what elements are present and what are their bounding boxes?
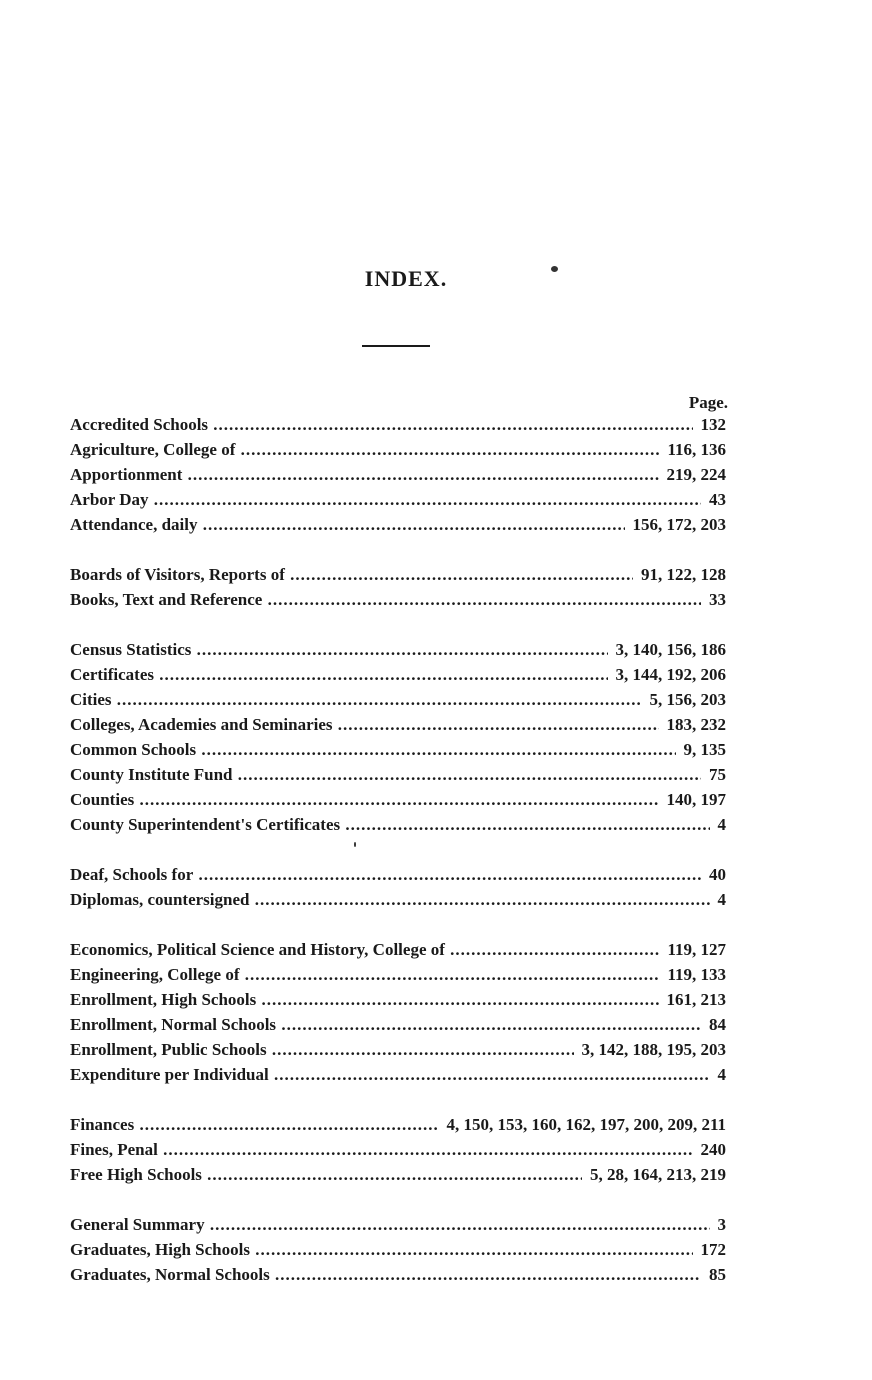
- index-entry: [0, 787, 872, 812]
- index-entry: [0, 1162, 872, 1187]
- index-group: [0, 412, 872, 537]
- entry-label: Enrollment, Normal Schools .....: [70, 1012, 701, 1037]
- entry-label: Diplomas, countersigned .....: [70, 887, 710, 912]
- index-entry: [0, 1237, 872, 1262]
- entry-pages: 40: [707, 862, 726, 887]
- index-group: [0, 862, 872, 912]
- entry-pages: 84: [707, 1012, 726, 1037]
- entry-label: Colleges, Academies and Seminaries .....: [70, 712, 659, 737]
- entry-label: Enrollment, High Schools .....: [70, 987, 659, 1012]
- entry-label: Arbor Day .....: [70, 487, 701, 512]
- index-entry: [0, 987, 872, 1012]
- entry-pages: 3, 142, 188, 195, 203: [580, 1037, 727, 1062]
- entry-label: Graduates, High Schools .....: [70, 1237, 693, 1262]
- entry-pages: 172: [699, 1237, 727, 1262]
- index-entry: [0, 1112, 872, 1137]
- index-entry: [0, 937, 872, 962]
- entry-pages: 240: [699, 1137, 727, 1162]
- index-entry: [0, 812, 872, 837]
- index-entry: [0, 1012, 872, 1037]
- entry-label: Enrollment, Public Schools .....: [70, 1037, 574, 1062]
- entry-pages: 91, 122, 128: [639, 562, 726, 587]
- entry-pages: 183, 232: [665, 712, 727, 737]
- entry-pages: 9, 135: [682, 737, 727, 762]
- index-entry: [0, 1037, 872, 1062]
- entry-pages: 219, 224: [665, 462, 727, 487]
- entry-pages: 119, 127: [665, 937, 726, 962]
- index-group: [0, 937, 872, 1087]
- entry-label: Agriculture, College of .....: [70, 437, 659, 462]
- index-entry: [0, 737, 872, 762]
- entry-pages: 4, 150, 153, 160, 162, 197, 200, 209, 211: [444, 1112, 726, 1137]
- entry-pages: 3: [716, 1212, 727, 1237]
- entry-pages: 3, 144, 192, 206: [614, 662, 727, 687]
- index-group: [0, 562, 872, 612]
- entry-label: Counties .....: [70, 787, 659, 812]
- entry-pages: 119, 133: [665, 962, 726, 987]
- index-entry: [0, 412, 872, 437]
- entry-label: Deaf, Schools for .....: [70, 862, 701, 887]
- index-entry: [0, 437, 872, 462]
- index-entry: [0, 512, 872, 537]
- entry-label: Common Schools .....: [70, 737, 676, 762]
- index-entry: [0, 562, 872, 587]
- entry-label: Apportionment .....: [70, 462, 659, 487]
- entry-pages: 5, 156, 203: [648, 687, 727, 712]
- entry-pages: 4: [716, 812, 727, 837]
- entry-label: Graduates, Normal Schools .....: [70, 1262, 701, 1287]
- entry-label: Boards of Visitors, Reports of .....: [70, 562, 633, 587]
- entry-label: Attendance, daily .....: [70, 512, 625, 537]
- entry-label: Fines, Penal .....: [70, 1137, 693, 1162]
- entry-label: Engineering, College of .....: [70, 962, 659, 987]
- entry-pages: 4: [716, 1062, 727, 1087]
- index-entry: [0, 762, 872, 787]
- index-entry: [0, 1062, 872, 1087]
- entry-label: Economics, Political Science and History, College of .....: [70, 937, 659, 962]
- entry-label: Free High Schools .....: [70, 1162, 582, 1187]
- index-group: [0, 1112, 872, 1187]
- entry-pages: 3, 140, 156, 186: [614, 637, 727, 662]
- index-group: [0, 1212, 872, 1287]
- entry-pages: 156, 172, 203: [631, 512, 727, 537]
- entry-pages: 75: [707, 762, 726, 787]
- entry-label: Cities .....: [70, 687, 642, 712]
- entry-pages: 33: [707, 587, 726, 612]
- entry-pages: 43: [707, 487, 726, 512]
- index-entries: [0, 412, 872, 1312]
- index-entry: [0, 662, 872, 687]
- index-entry: [0, 462, 872, 487]
- entry-pages: 140, 197: [665, 787, 727, 812]
- entry-pages: 4: [716, 887, 727, 912]
- entry-pages: 5, 28, 164, 213, 219: [588, 1162, 726, 1187]
- index-group: [0, 637, 872, 837]
- page-column-header: Page.: [688, 393, 728, 412]
- page-title: INDEX.: [364, 266, 448, 291]
- entry-label: Expenditure per Individual .....: [70, 1062, 710, 1087]
- entry-label: County Superintendent's Certificates .....: [70, 812, 710, 837]
- entry-label: County Institute Fund .....: [70, 762, 701, 787]
- index-entry: [0, 887, 872, 912]
- index-entry: [0, 487, 872, 512]
- entry-pages: 132: [699, 412, 727, 437]
- index-entry: [0, 1262, 872, 1287]
- index-entry: [0, 1212, 872, 1237]
- index-entry: [0, 687, 872, 712]
- index-entry: [0, 962, 872, 987]
- entry-label: General Summary .....: [70, 1212, 710, 1237]
- entry-label: Census Statistics .....: [70, 637, 608, 662]
- entry-label: Finances .....: [70, 1112, 438, 1137]
- entry-pages: 161, 213: [665, 987, 727, 1012]
- index-entry: [0, 862, 872, 887]
- title-rule: [362, 345, 430, 347]
- entry-label: Certificates .....: [70, 662, 608, 687]
- entry-pages: 85: [707, 1262, 726, 1287]
- index-entry: [0, 1137, 872, 1162]
- entry-pages: 116, 136: [665, 437, 726, 462]
- entry-label: Books, Text and Reference .....: [70, 587, 701, 612]
- ink-speck: [551, 266, 558, 272]
- index-entry: [0, 587, 872, 612]
- index-entry: [0, 712, 872, 737]
- index-entry: [0, 637, 872, 662]
- entry-label: Accredited Schools .....: [70, 412, 693, 437]
